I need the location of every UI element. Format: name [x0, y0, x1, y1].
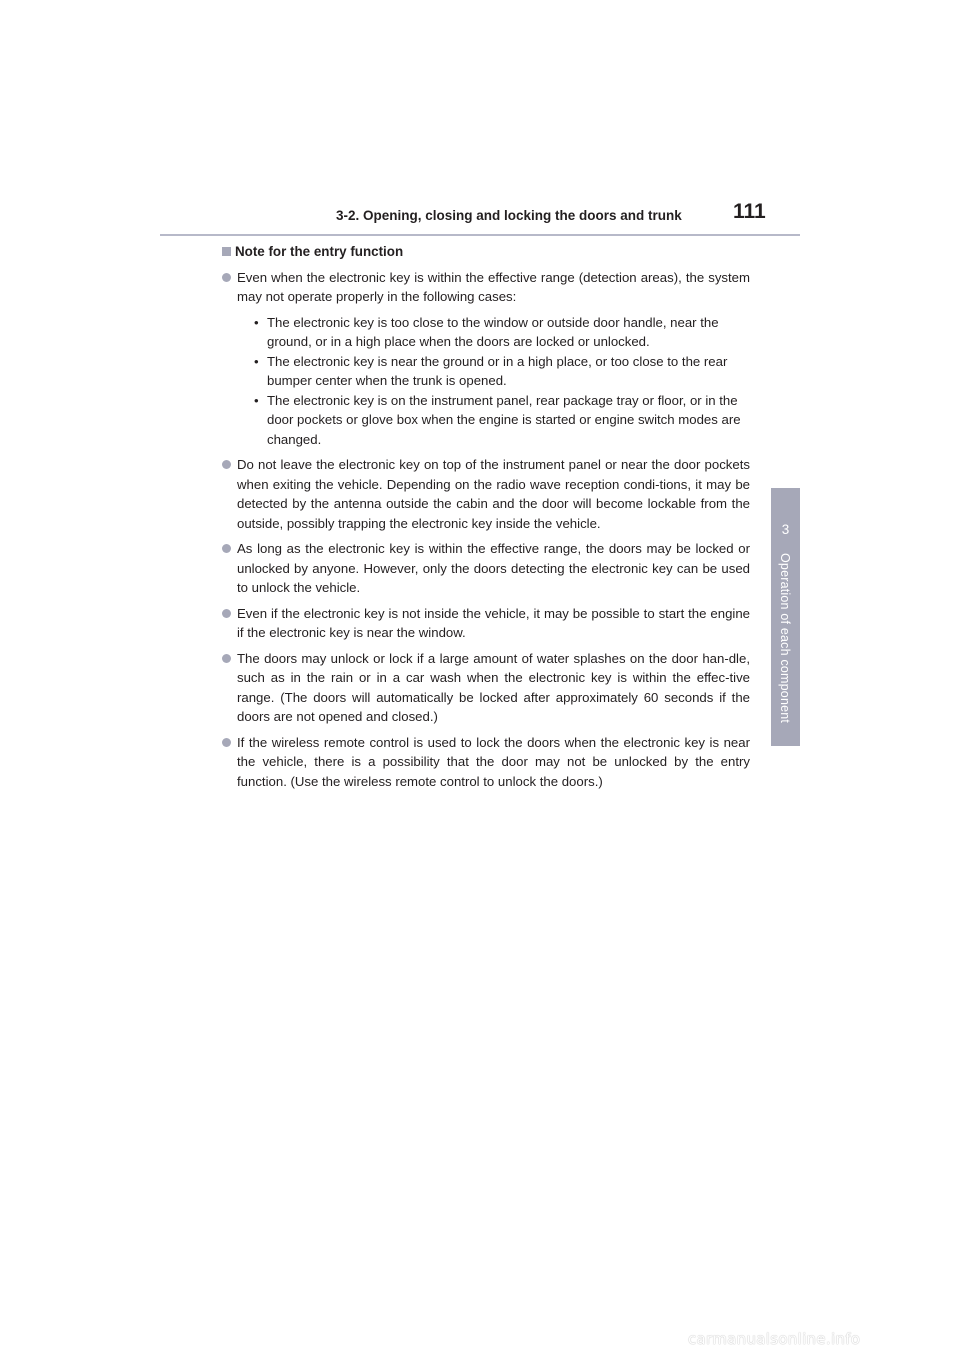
round-bullet-icon	[222, 460, 231, 469]
case-list	[237, 313, 750, 450]
note-bullet-text: The doors may unlock or lock if a large amount of water splashes on the door han-dle, such as in the rain or in a car wash when the electronic key is within the effec-tive range. (The doors will automatically be locked after approximately 60 seconds if the doors are not opened and closed.)	[237, 650, 750, 724]
running-header-title: 3-2. Opening, closing and locking the doors and trunk	[336, 208, 682, 223]
note-bullet-text: Even when the electronic key is within the effective range (detection areas), the system may not operate properly in the following cases:	[237, 269, 750, 304]
note-bullet-text: As long as the electronic key is within the effective range, the doors may be locked or unlocked by anyone. However, only the doors detecting the electronic key can be used to unlock the vehicle.	[237, 541, 750, 595]
note-bullet	[222, 539, 750, 598]
case-list-item	[237, 352, 750, 391]
note-bullet	[222, 733, 750, 792]
dot-marker: •	[254, 353, 259, 369]
chapter-label: Operation of each component	[778, 553, 792, 724]
site-watermark: carmanualsonline.info	[688, 1330, 861, 1348]
note-bullet	[222, 649, 750, 727]
dot-marker: •	[254, 314, 259, 330]
note-bullet	[222, 604, 750, 643]
note-bullet-text: Even if the electronic key is not inside the vehicle, it may be possible to start the engine if the electronic key is near the window.	[237, 605, 750, 640]
note-bullet-text: If the wireless remote control is used to lock the doors when the electronic key is near the vehicle, there is a possibility that the door may not be unlocked by the entry function. (Use the wireless remote control to unlock the doors.)	[237, 734, 750, 789]
round-bullet-icon	[222, 738, 231, 747]
section-heading	[222, 242, 750, 262]
note-bullet	[222, 268, 750, 450]
case-list-item-text: The electronic key is near the ground or in a high place, or too close to the rear bumper center when the trunk is opened.	[267, 353, 728, 388]
case-list-item-text: The electronic key is too close to the window or outside door handle, near the ground, or in a high place when the doors are locked or unlocked.	[267, 314, 719, 349]
case-list-item	[237, 391, 750, 450]
page-number: 111	[733, 200, 766, 223]
round-bullet-icon	[222, 273, 231, 282]
header-divider	[160, 234, 800, 236]
section-heading-text: Note for the entry function	[235, 244, 404, 259]
chapter-number: 3	[781, 522, 790, 537]
page-content	[222, 242, 750, 797]
dot-marker: •	[254, 392, 259, 408]
case-list-item	[237, 313, 750, 352]
square-bullet-icon	[222, 247, 231, 256]
round-bullet-icon	[222, 609, 231, 618]
round-bullet-icon	[222, 544, 231, 553]
round-bullet-icon	[222, 654, 231, 663]
note-bullet	[222, 455, 750, 533]
case-list-item-text: The electronic key is on the instrument panel, rear package tray or floor, or in the door pockets or glove box when the engine is started or engine switch modes are changed.	[267, 392, 741, 447]
note-bullet-text: Do not leave the electronic key on top of the instrument panel or near the door pockets when exiting the vehicle. Depending on the radio wave reception condi-tions, it may be detected by the antenna outside the cabin and the door will become lockable from the outside, possibly trapping the electronic key inside the vehicle.	[237, 457, 750, 531]
